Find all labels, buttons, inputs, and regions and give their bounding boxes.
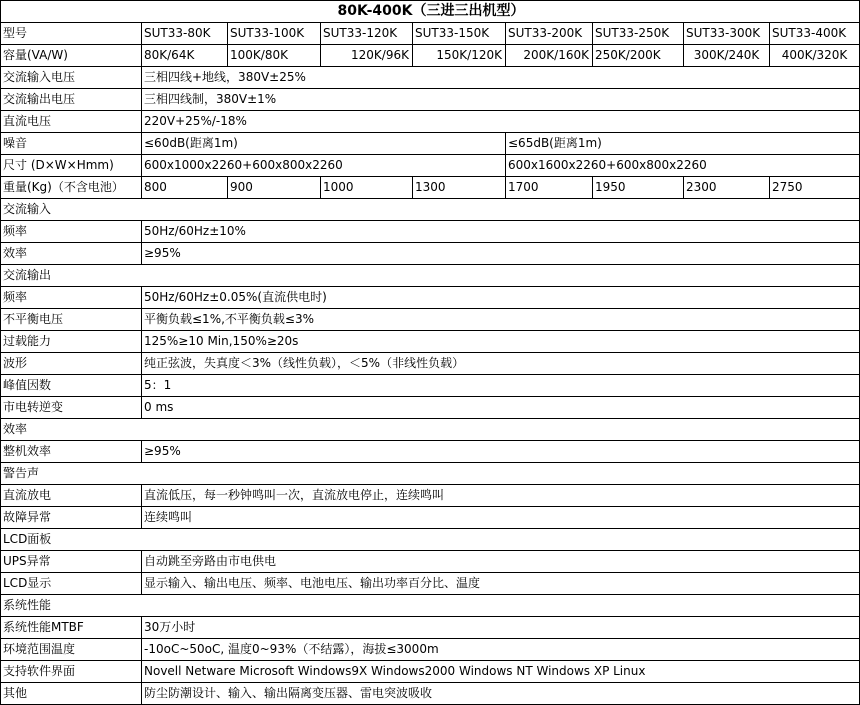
row-label: 不平衡电压 — [1, 309, 142, 331]
row-value: 三相四线+地线，380V±25% — [142, 67, 860, 89]
overload-row — [1, 331, 860, 353]
row-value: 防尘防潮设计、输入、输出隔离变压器、雷电突波吸收 — [142, 683, 860, 705]
weight-cell: 800 — [142, 177, 228, 199]
crest-factor-row — [1, 375, 860, 397]
row-label: 噪音 — [1, 133, 142, 155]
transfer-row — [1, 397, 860, 419]
model-cell: SUT33-100K — [228, 23, 321, 45]
row-value: 显示输入、输出电压、频率、电池电压、输出功率百分比、温度 — [142, 573, 860, 595]
row-label: 交流输出电压 — [1, 89, 142, 111]
row-label: 型号 — [1, 23, 142, 45]
section-header: 效率 — [1, 419, 860, 441]
dc-voltage-row — [1, 111, 860, 133]
row-label: 效率 — [1, 243, 142, 265]
capacity-cell: 120K/96K — [321, 45, 413, 67]
section-header: 系统性能 — [1, 595, 860, 617]
row-value: 连续鸣叫 — [142, 507, 860, 529]
capacity-cell: 250K/200K — [593, 45, 684, 67]
model-cell: SUT33-150K — [413, 23, 506, 45]
row-value: 自动跳至旁路由市电供电 — [142, 551, 860, 573]
row-value: 50Hz/60Hz±10% — [142, 221, 860, 243]
row-value: 30万小时 — [142, 617, 860, 639]
row-label: 峰值因数 — [1, 375, 142, 397]
section-header-row — [1, 463, 860, 485]
section-header-row — [1, 265, 860, 287]
section-header-row — [1, 595, 860, 617]
capacity-row — [1, 45, 860, 67]
row-value: ≥95% — [142, 243, 860, 265]
weight-cell: 2750 — [770, 177, 860, 199]
capacity-cell: 100K/80K — [228, 45, 321, 67]
row-label: 支持软件界面 — [1, 661, 142, 683]
mtbf-row — [1, 617, 860, 639]
weight-cell: 1000 — [321, 177, 413, 199]
row-value: Novell Netware Microsoft Windows9X Windows2000 Windows NT Windows XP Linux — [142, 661, 860, 683]
section-header-row — [1, 529, 860, 551]
section-header-row — [1, 199, 860, 221]
row-label: 过载能力 — [1, 331, 142, 353]
model-cell: SUT33-200K — [506, 23, 593, 45]
model-cell: SUT33-400K — [770, 23, 860, 45]
output-frequency-row — [1, 287, 860, 309]
weight-cell: 1950 — [593, 177, 684, 199]
overall-efficiency-row — [1, 441, 860, 463]
weight-cell: 1300 — [413, 177, 506, 199]
section-header: 警告声 — [1, 463, 860, 485]
weight-cell: 900 — [228, 177, 321, 199]
weight-cell: 1700 — [506, 177, 593, 199]
other-row — [1, 683, 860, 705]
capacity-cell: 80K/64K — [142, 45, 228, 67]
row-value: 直流低压，每一秒钟鸣叫一次，直流放电停止，连续鸣叫 — [142, 485, 860, 507]
fault-row — [1, 507, 860, 529]
row-label: 交流输入电压 — [1, 67, 142, 89]
environment-row — [1, 639, 860, 661]
ac-output-voltage-row — [1, 89, 860, 111]
noise-row — [1, 133, 860, 155]
capacity-cell: 400K/320K — [770, 45, 860, 67]
noise-value-b: ≤65dB(距离1m) — [506, 133, 860, 155]
row-label: LCD显示 — [1, 573, 142, 595]
model-cell: SUT33-120K — [321, 23, 413, 45]
row-label: 容量(VA/W) — [1, 45, 142, 67]
row-label: UPS异常 — [1, 551, 142, 573]
row-value: 0 ms — [142, 397, 860, 419]
row-label: 尺寸 (D×W×Hmm) — [1, 155, 142, 177]
ups-fault-row — [1, 551, 860, 573]
capacity-cell: 300K/240K — [684, 45, 770, 67]
section-header: 交流输出 — [1, 265, 860, 287]
row-label: 环境范围温度 — [1, 639, 142, 661]
capacity-cell: 200K/160K — [506, 45, 593, 67]
dimensions-row — [1, 155, 860, 177]
lcd-display-row — [1, 573, 860, 595]
row-value: 50Hz/60Hz±0.05%(直流供电时) — [142, 287, 860, 309]
row-value: 125%≥10 Min,150%≥20s — [142, 331, 860, 353]
row-label: 整机效率 — [1, 441, 142, 463]
row-label: 频率 — [1, 221, 142, 243]
ac-input-voltage-row — [1, 67, 860, 89]
row-value: 三相四线制，380V±1% — [142, 89, 860, 111]
row-label: 其他 — [1, 683, 142, 705]
model-cell: SUT33-80K — [142, 23, 228, 45]
noise-value-a: ≤60dB(距离1m) — [142, 133, 506, 155]
row-value: 220V+25%/-18% — [142, 111, 860, 133]
row-label: 重量(Kg)（不含电池） — [1, 177, 142, 199]
row-label: 直流电压 — [1, 111, 142, 133]
row-value: 纯正弦波，失真度＜3%（线性负载），＜5%（非线性负载） — [142, 353, 860, 375]
section-header: LCD面板 — [1, 529, 860, 551]
waveform-row — [1, 353, 860, 375]
software-row — [1, 661, 860, 683]
dimensions-value-b: 600x1600x2260+600x800x2260 — [506, 155, 860, 177]
model-cell: SUT33-300K — [684, 23, 770, 45]
row-label: 波形 — [1, 353, 142, 375]
title-row — [1, 1, 860, 23]
row-value: 平衡负载≤1%,不平衡负载≤3% — [142, 309, 860, 331]
row-label: 频率 — [1, 287, 142, 309]
capacity-cell: 150K/120K — [413, 45, 506, 67]
dimensions-value-a: 600x1000x2260+600x800x2260 — [142, 155, 506, 177]
weight-cell: 2300 — [684, 177, 770, 199]
row-value: 5：1 — [142, 375, 860, 397]
table-title: 80K-400K（三进三出机型） — [1, 1, 860, 23]
row-label: 系统性能MTBF — [1, 617, 142, 639]
weight-row — [1, 177, 860, 199]
input-frequency-row — [1, 221, 860, 243]
section-header: 交流输入 — [1, 199, 860, 221]
row-value: ≥95% — [142, 441, 860, 463]
section-header-row — [1, 419, 860, 441]
row-label: 直流放电 — [1, 485, 142, 507]
row-label: 故障异常 — [1, 507, 142, 529]
model-row — [1, 23, 860, 45]
model-cell: SUT33-250K — [593, 23, 684, 45]
dc-discharge-row — [1, 485, 860, 507]
row-value: -10oC~50oC, 温度0~93%（不结露），海拔≤3000m — [142, 639, 860, 661]
input-efficiency-row — [1, 243, 860, 265]
unbalance-row — [1, 309, 860, 331]
row-label: 市电转逆变 — [1, 397, 142, 419]
